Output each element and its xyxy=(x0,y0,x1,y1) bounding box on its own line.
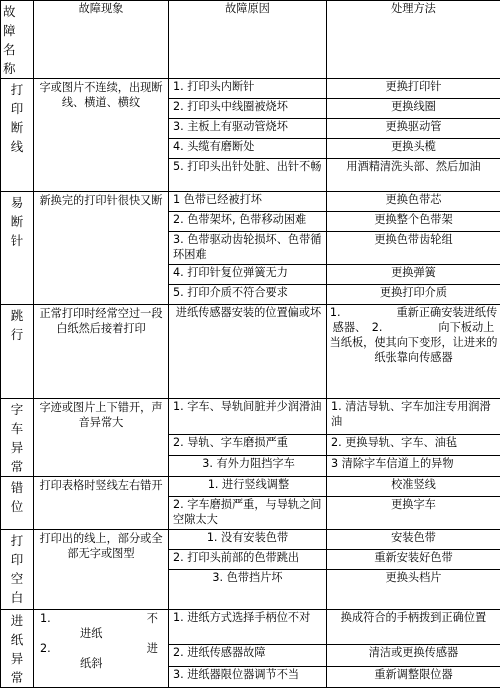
fault-cause: 1. 进行竖线调整 xyxy=(169,477,327,497)
fault-cause: 5. 打印头出针处脏、出针不畅 xyxy=(169,159,327,192)
fault-solution: 更换打印针 xyxy=(327,79,500,99)
fault-solution: 2. 更换导轨、字车、油毡 xyxy=(327,435,500,456)
fault-solution: 安装色带 xyxy=(327,530,500,550)
fault-name: 字 车 异 常 xyxy=(1,399,34,477)
phenomenon-item: 不 xyxy=(147,611,158,626)
fault-cause: 3. 色带挡片坏 xyxy=(169,570,327,610)
fault-phenomenon: 字或图片不连续，出现断线、横道、横纹 xyxy=(34,79,169,192)
fault-cause: 2. 导轨、字车磨损严重 xyxy=(169,435,327,456)
fault-solution: 换成符合的手柄拨到正确位置 xyxy=(327,610,500,645)
fault-solution: 更换线圈 xyxy=(327,99,500,119)
fault-phenomenon: 正常打印时经常空过一段白纸然后接着打印 xyxy=(34,305,169,399)
table-row xyxy=(1,192,500,212)
fault-solution: 校准竖线 xyxy=(327,477,500,497)
table-row xyxy=(1,530,500,550)
fault-solution: 重新调整限位器 xyxy=(327,666,500,687)
fault-solution: 更换字车 xyxy=(327,497,500,530)
fault-solution: 更换头榄 xyxy=(327,139,500,159)
fault-name: 易 断 针 xyxy=(1,192,34,305)
table-row xyxy=(1,477,500,497)
fault-solution: 更换色带齿轮组 xyxy=(327,232,500,265)
fault-cause: 3. 主板上有驱动管烧坏 xyxy=(169,119,327,139)
fault-phenomenon: 打印出的线上，部分或全部无字或图型 xyxy=(34,530,169,610)
fault-solution: 更换头档片 xyxy=(327,570,500,610)
fault-phenomenon: 打印表格时竖线左右错开 xyxy=(34,477,169,530)
fault-solution: 1. 清洁导轨、字车加注专用润滑油 xyxy=(327,399,500,435)
fault-name: 打 印 空 白 xyxy=(1,530,34,610)
fault-cause: 3. 有外力阻挡字车 xyxy=(169,456,327,477)
fault-cause: 1 色带已经被打坏 xyxy=(169,192,327,212)
table-row xyxy=(1,399,500,435)
fault-cause: 1. 进纸方式选择手柄位不对 xyxy=(169,610,327,645)
fault-cause: 4. 头缆有磨断处 xyxy=(169,139,327,159)
fault-cause: 4. 打印针复位弹簧无力 xyxy=(169,265,327,285)
fault-cause: 1. 打印头内断针 xyxy=(169,79,327,99)
fault-cause: 5. 打印介质不符合要求 xyxy=(169,285,327,305)
fault-cause: 2. 色带架坏, 色带移动困难 xyxy=(169,212,327,232)
fault-cause: 1. 字车、导轨间脏并少润滑油 xyxy=(169,399,327,435)
table-row xyxy=(1,610,500,645)
fault-cause: 2. 字车磨损严重，与导轨之间空隙太大 xyxy=(169,497,327,530)
fault-solution: 3 清除字车信道上的异物 xyxy=(327,456,500,477)
fault-solution: 更换弹簧 xyxy=(327,265,500,285)
fault-solution: 清洁或更换传感器 xyxy=(327,645,500,666)
fault-cause: 3. 进纸器限位器调节不当 xyxy=(169,666,327,687)
fault-solution: 更换色带芯 xyxy=(327,192,500,212)
fault-solution: 1. 重新正确安装进纸传感器、 2. 向下板动上当纸板，使其向下变形，让进来的纸张靠向传感器 xyxy=(327,305,500,399)
table-row xyxy=(1,305,500,399)
fault-cause: 进纸传感器安装的位置偏或坏 xyxy=(169,305,327,399)
fault-cause: 2. 打印头中线圈被烧坏 xyxy=(169,99,327,119)
fault-cause: 3. 色带驱动齿轮损坏、色带循环困难 xyxy=(169,232,327,265)
fault-phenomenon: 字迹或图片上下错开，声音异常大 xyxy=(34,399,169,477)
fault-name: 进 纸 异 常 xyxy=(1,610,34,688)
fault-solution: 更换打印介质 xyxy=(327,285,500,305)
fault-name: 打 印 断 线 xyxy=(1,79,34,192)
table-row xyxy=(1,79,500,99)
header-fault-name: 故 障 名 称 xyxy=(1,1,34,79)
fault-cause: 2. 打印头前部的色带跳出 xyxy=(169,550,327,570)
phenomenon-item: 2. xyxy=(40,641,51,656)
fault-name: 跳 行 xyxy=(1,305,34,399)
fault-name: 错 位 xyxy=(1,477,34,530)
header-phenomenon: 故障现象 xyxy=(34,1,169,79)
fault-solution: 重新安装好色带 xyxy=(327,550,500,570)
fault-solution: 更换驱动管 xyxy=(327,119,500,139)
phenomenon-item: 进 xyxy=(147,641,158,656)
fault-phenomenon: 新换完的打印针很快又断 xyxy=(34,192,169,305)
phenomenon-item: 1. xyxy=(40,611,51,626)
fault-solution: 用酒精清洗头部、然后加油 xyxy=(327,159,500,192)
header-cause: 故障原因 xyxy=(169,1,327,79)
header-solution: 处理方法 xyxy=(327,1,500,79)
fault-solution: 更换整个色带架 xyxy=(327,212,500,232)
fault-phenomenon xyxy=(34,610,169,688)
phenomenon-item: 纸斜 xyxy=(40,656,166,671)
fault-cause: 1. 没有安装色带 xyxy=(169,530,327,550)
header-row xyxy=(1,1,500,79)
phenomenon-item: 进纸 xyxy=(40,626,166,641)
fault-cause: 2. 进纸传感器故障 xyxy=(169,645,327,666)
